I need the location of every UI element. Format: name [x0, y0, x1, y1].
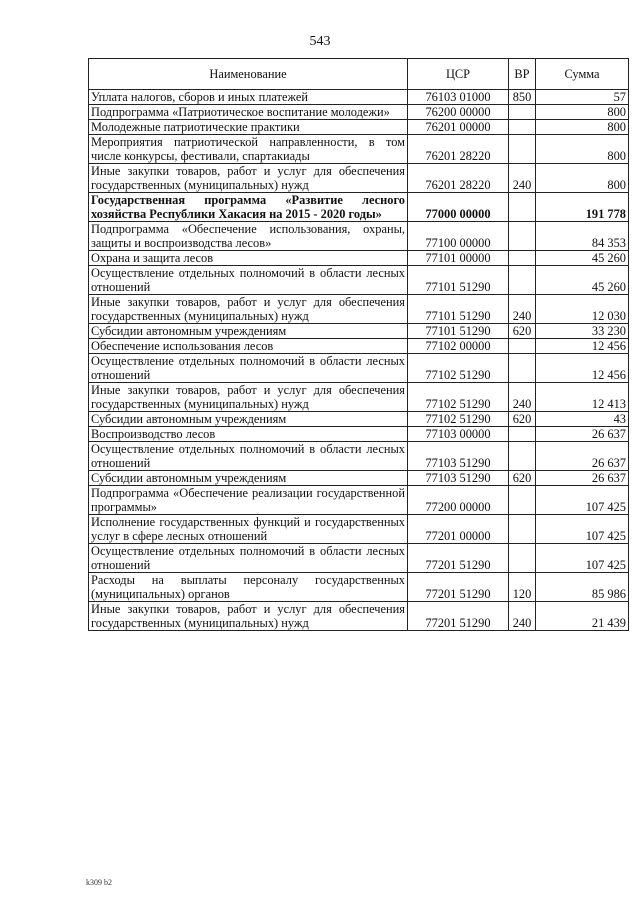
row-name-cell: Государственная программа «Развитие лесного хозяйства Республики Хакасия на 2015 - 2020 годы» [89, 193, 408, 222]
row-sum-cell: 12 456 [536, 354, 629, 383]
row-sum-cell: 45 260 [536, 251, 629, 266]
table-header-row [89, 59, 629, 90]
header-vr: ВР [509, 59, 536, 90]
table-row [89, 573, 629, 602]
row-sum-cell: 45 260 [536, 266, 629, 295]
row-sum-cell: 191 778 [536, 193, 629, 222]
row-name-cell: Иные закупки товаров, работ и услуг для обеспечения государственных (муниципальных) нужд [89, 602, 408, 631]
table-row [89, 295, 629, 324]
row-name-cell: Воспроизводство лесов [89, 427, 408, 442]
table-row [89, 193, 629, 222]
table-row [89, 105, 629, 120]
row-vr-cell [509, 515, 536, 544]
row-csr-cell: 77101 51290 [408, 295, 509, 324]
row-vr-cell [509, 339, 536, 354]
row-csr-cell: 77100 00000 [408, 222, 509, 251]
row-csr-cell: 77201 51290 [408, 544, 509, 573]
row-csr-cell: 77201 51290 [408, 602, 509, 631]
table-row [89, 602, 629, 631]
row-name-cell: Подпрограмма «Обеспечение реализации государственной программы» [89, 486, 408, 515]
row-sum-cell: 800 [536, 135, 629, 164]
row-sum-cell: 26 637 [536, 427, 629, 442]
table-row [89, 515, 629, 544]
row-name-cell: Иные закупки товаров, работ и услуг для обеспечения государственных (муниципальных) нужд [89, 164, 408, 193]
row-sum-cell: 800 [536, 164, 629, 193]
row-sum-cell: 800 [536, 105, 629, 120]
row-csr-cell: 77103 00000 [408, 427, 509, 442]
row-csr-cell: 77201 00000 [408, 515, 509, 544]
row-vr-cell [509, 222, 536, 251]
row-name-cell: Субсидии автономным учреждениям [89, 412, 408, 427]
row-csr-cell: 76201 00000 [408, 120, 509, 135]
table-row [89, 486, 629, 515]
header-sum: Сумма [536, 59, 629, 90]
row-vr-cell: 850 [509, 90, 536, 105]
table-row [89, 266, 629, 295]
row-name-cell: Осуществление отдельных полномочий в области лесных отношений [89, 442, 408, 471]
row-vr-cell [509, 427, 536, 442]
row-sum-cell: 12 413 [536, 383, 629, 412]
row-name-cell: Подпрограмма «Патриотическое воспитание молодежи» [89, 105, 408, 120]
row-name-cell: Иные закупки товаров, работ и услуг для обеспечения государственных (муниципальных) нужд [89, 383, 408, 412]
table-row [89, 412, 629, 427]
row-name-cell: Охрана и защита лесов [89, 251, 408, 266]
row-vr-cell: 240 [509, 164, 536, 193]
row-vr-cell: 620 [509, 324, 536, 339]
row-sum-cell: 43 [536, 412, 629, 427]
row-sum-cell: 57 [536, 90, 629, 105]
row-csr-cell: 77102 51290 [408, 412, 509, 427]
table-row [89, 442, 629, 471]
table-row [89, 164, 629, 193]
row-vr-cell [509, 442, 536, 471]
row-name-cell: Осуществление отдельных полномочий в области лесных отношений [89, 266, 408, 295]
row-name-cell: Мероприятия патриотической направленности, в том числе конкурсы, фестивали, спартакиады [89, 135, 408, 164]
footer-code: k309 b2 [86, 878, 112, 887]
row-name-cell: Исполнение государственных функций и государственных услуг в сфере лесных отношений [89, 515, 408, 544]
row-csr-cell: 76201 28220 [408, 164, 509, 193]
row-csr-cell: 77200 00000 [408, 486, 509, 515]
row-csr-cell: 77101 51290 [408, 266, 509, 295]
row-sum-cell: 33 230 [536, 324, 629, 339]
row-name-cell: Подпрограмма «Обеспечение использования, охраны, защиты и воспроизводства лесов» [89, 222, 408, 251]
row-csr-cell: 77101 00000 [408, 251, 509, 266]
row-csr-cell: 77103 51290 [408, 442, 509, 471]
table-row [89, 354, 629, 383]
table-row [89, 120, 629, 135]
row-csr-cell: 77103 51290 [408, 471, 509, 486]
row-csr-cell: 76201 28220 [408, 135, 509, 164]
row-name-cell: Субсидии автономным учреждениям [89, 471, 408, 486]
table-row [89, 471, 629, 486]
row-vr-cell [509, 544, 536, 573]
row-name-cell: Осуществление отдельных полномочий в области лесных отношений [89, 544, 408, 573]
table-row [89, 544, 629, 573]
table-row [89, 383, 629, 412]
row-vr-cell: 240 [509, 295, 536, 324]
row-csr-cell: 77000 00000 [408, 193, 509, 222]
row-sum-cell: 12 456 [536, 339, 629, 354]
row-csr-cell: 77101 51290 [408, 324, 509, 339]
row-sum-cell: 107 425 [536, 486, 629, 515]
row-csr-cell: 76103 01000 [408, 90, 509, 105]
row-vr-cell: 120 [509, 573, 536, 602]
budget-table [88, 58, 629, 631]
row-sum-cell: 800 [536, 120, 629, 135]
table-row [89, 339, 629, 354]
row-vr-cell [509, 486, 536, 515]
row-sum-cell: 107 425 [536, 544, 629, 573]
table-row [89, 222, 629, 251]
header-name: Наименование [89, 59, 408, 90]
table-row [89, 90, 629, 105]
row-vr-cell [509, 120, 536, 135]
page-number: 543 [309, 34, 331, 49]
row-vr-cell [509, 266, 536, 295]
row-name-cell: Субсидии автономным учреждениям [89, 324, 408, 339]
row-name-cell: Расходы на выплаты персоналу государственных (муниципальных) органов [89, 573, 408, 602]
row-name-cell: Обеспечение использования лесов [89, 339, 408, 354]
row-vr-cell [509, 135, 536, 164]
row-vr-cell [509, 354, 536, 383]
table-row [89, 135, 629, 164]
row-name-cell: Осуществление отдельных полномочий в области лесных отношений [89, 354, 408, 383]
table-row [89, 324, 629, 339]
row-csr-cell: 77201 51290 [408, 573, 509, 602]
row-vr-cell: 620 [509, 471, 536, 486]
row-vr-cell: 620 [509, 412, 536, 427]
row-sum-cell: 85 986 [536, 573, 629, 602]
row-sum-cell: 26 637 [536, 442, 629, 471]
row-sum-cell: 84 353 [536, 222, 629, 251]
table-row [89, 427, 629, 442]
row-name-cell: Уплата налогов, сборов и иных платежей [89, 90, 408, 105]
row-csr-cell: 77102 51290 [408, 354, 509, 383]
row-vr-cell [509, 251, 536, 266]
row-csr-cell: 77102 00000 [408, 339, 509, 354]
row-csr-cell: 77102 51290 [408, 383, 509, 412]
row-name-cell: Молодежные патриотические практики [89, 120, 408, 135]
row-vr-cell: 240 [509, 383, 536, 412]
row-sum-cell: 26 637 [536, 471, 629, 486]
row-sum-cell: 107 425 [536, 515, 629, 544]
row-sum-cell: 21 439 [536, 602, 629, 631]
row-name-cell: Иные закупки товаров, работ и услуг для обеспечения государственных (муниципальных) нужд [89, 295, 408, 324]
row-vr-cell [509, 105, 536, 120]
row-vr-cell: 240 [509, 602, 536, 631]
row-csr-cell: 76200 00000 [408, 105, 509, 120]
header-csr: ЦСР [408, 59, 509, 90]
row-sum-cell: 12 030 [536, 295, 629, 324]
table-row [89, 251, 629, 266]
row-vr-cell [509, 193, 536, 222]
